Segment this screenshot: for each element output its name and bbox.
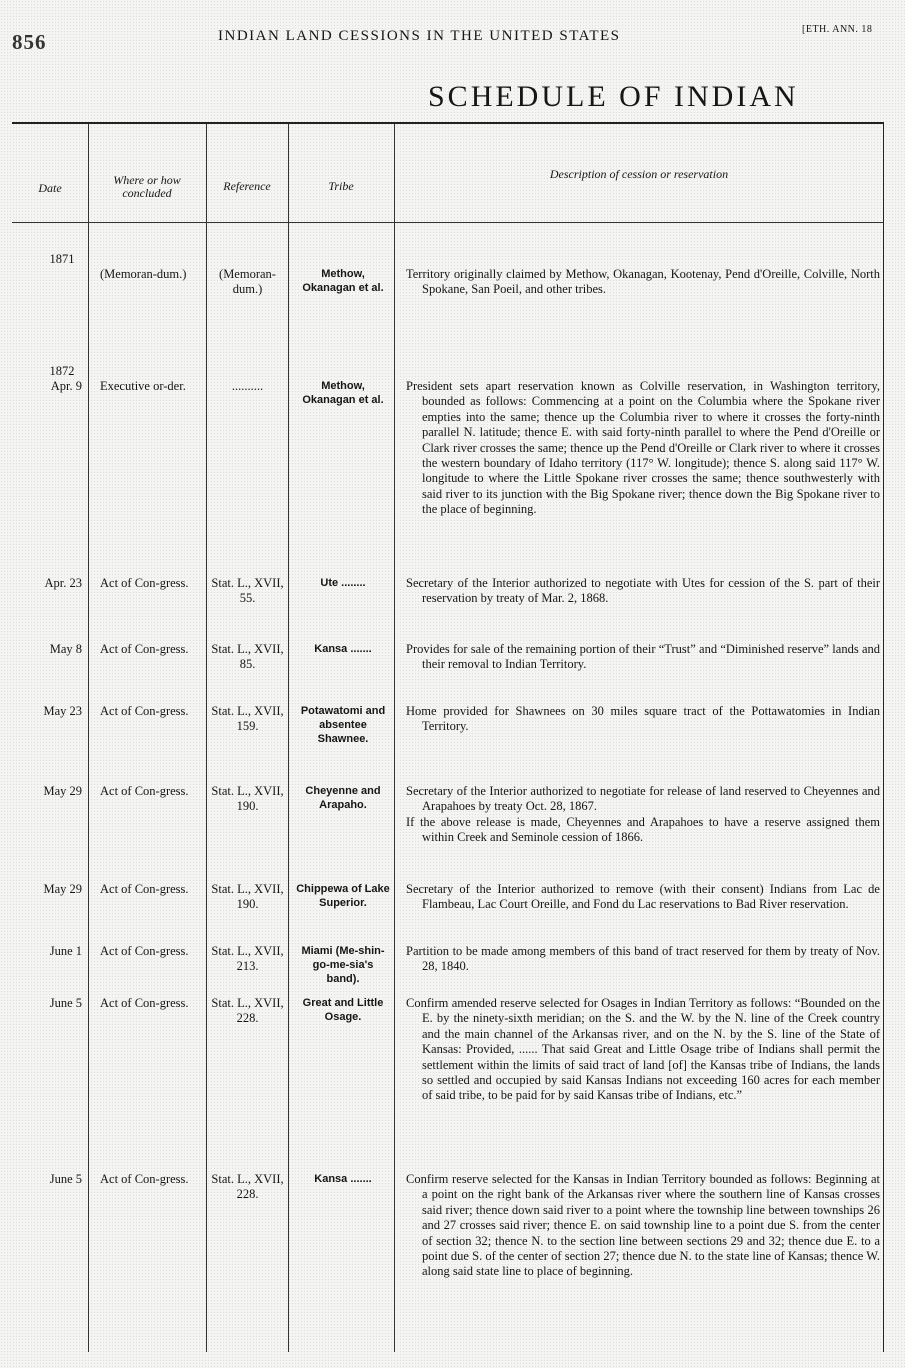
- cell-date-text: May 29: [43, 784, 82, 798]
- description-paragraph: Territory originally claimed by Methow, Okanagan, Kootenay, Pend d'Oreille, Colville, North Spokane, San Poeil, and other tribes.: [406, 267, 880, 297]
- description-paragraph: Confirm reserve selected for the Kansas in Indian Territory bounded as follows: Beginning at a point on the right bank of the Arkansas river where the southern line of Kansas crosses said river; thence down said river to a point where the township line between townships 26 and 27 crosses said river; thence E. on said township line to a point due S. from the center of section 32; thence N. to the section line between sections 29 and 32; thence due E. to a point due S. of the center of section 27; thence due N. to the state line of Kansas; thence W. along said state line to place of beginning.: [406, 1172, 880, 1279]
- cell-reference: Stat. L., XVII, 55.: [211, 576, 284, 606]
- cell-date-text: May 29: [43, 882, 82, 896]
- cession-table: [12, 122, 884, 1352]
- cell-where: Act of Con-gress.: [100, 642, 189, 656]
- header-reference: Reference: [223, 179, 271, 193]
- cell-description: [400, 576, 882, 607]
- cell-reference: (Memoran-dum.): [219, 267, 276, 297]
- annual-reference: [ETH. ANN. 18: [802, 24, 873, 35]
- cell-date-text: Apr. 23: [44, 576, 82, 590]
- cell-date: [12, 882, 88, 897]
- cell-year: 1872: [49, 364, 75, 378]
- description-paragraph: Secretary of the Interior authorized to negotiate with Utes for cession of the S. part of their reservation by treaty of Mar. 2, 1868.: [406, 576, 880, 606]
- page-number: 856: [12, 30, 47, 54]
- cell-where: Act of Con-gress.: [100, 882, 189, 896]
- cell-tribe: Great and Little Osage.: [302, 997, 384, 1023]
- cell-reference: Stat. L., XVII, 159.: [211, 704, 284, 734]
- cell-tribe: Ute ........: [320, 577, 366, 589]
- cell-where: Act of Con-gress.: [100, 576, 189, 590]
- cell-date: [12, 704, 88, 719]
- cell-tribe: Methow, Okanagan et al.: [302, 380, 384, 406]
- cell-description: [400, 642, 882, 673]
- cell-date-text: June 5: [49, 996, 82, 1010]
- cell-reference: ..........: [231, 379, 264, 393]
- cell-date-text: June 5: [49, 1172, 82, 1186]
- cell-description: [400, 379, 882, 518]
- description-paragraph: Confirm amended reserve selected for Osages in Indian Territory as follows: “Bounded on the E. by the ninety-sixth meridian; on the S. and the W. by the N. line of the Creek country and the main channel of the Arkansas river, and on the N. by the S. line of the State of Kansas: Provided, ...... That said Great and Little Osage tribe of Indians shall permit the settlement within the limits of said tract of land [of] the Kansas tribe of Indians, the lands so settled and occupied by said Kansas Indians not exceeding 160 acres for each member of said tribe, to be paid for by said Kansas tribe of Indians, etc.”: [406, 996, 880, 1103]
- cell-description: [400, 882, 882, 913]
- schedule-title: SCHEDULE OF INDIAN: [428, 80, 799, 113]
- running-head: INDIAN LAND CESSIONS IN THE UNITED STATES: [218, 28, 621, 44]
- column-rule: [88, 124, 89, 1352]
- cell-date: [12, 642, 88, 657]
- cell-tribe: Chippewa of Lake Superior.: [296, 883, 390, 909]
- cell-reference: Stat. L., XVII, 228.: [211, 1172, 284, 1202]
- cell-description: [400, 267, 882, 298]
- description-paragraph: Secretary of the Interior authorized to negotiate for release of land reserved to Cheyennes and Arapahoes by treaty Oct. 28, 1867.: [406, 784, 880, 814]
- header-date: Date: [38, 181, 62, 195]
- cell-date: [12, 784, 88, 799]
- header-tribe: Tribe: [328, 179, 354, 193]
- cell-where: (Memoran-dum.): [100, 267, 187, 281]
- cell-date: [12, 1172, 88, 1187]
- column-rule: [288, 124, 289, 1352]
- cell-where: Act of Con-gress.: [100, 1172, 189, 1186]
- cell-date-text: May 8: [49, 642, 82, 656]
- cell-reference: Stat. L., XVII, 85.: [211, 642, 284, 672]
- cell-date-text: Apr. 9: [50, 379, 82, 394]
- cell-date: [12, 576, 88, 591]
- cell-date: [12, 996, 88, 1011]
- column-rule: [394, 124, 395, 1352]
- description-paragraph: If the above release is made, Cheyennes and Arapahoes to have a reserve assigned them within Creek and Seminole cession of 1866.: [406, 814, 880, 845]
- cell-where: Act of Con-gress.: [100, 784, 189, 798]
- header-rule: [12, 222, 883, 223]
- cell-where: Executive or-der.: [100, 379, 186, 393]
- cell-where: Act of Con-gress.: [100, 944, 189, 958]
- description-paragraph: President sets apart reservation known as Colville reservation, in Washington territory, bounded as follows: Commencing at a point on the Columbia where the Spokane river empties into the same; thence up the Columbia river to where it crosses the forty-ninth parallel N. latitude; thence E. with said forty-ninth parallel to where the Pend d'Oreille or Clark river crosses the same; thence up the Pend d'Oreille or Clark river to where it crosses the western boundary of Idaho territory (117° W. longitude); thence S. along said 117° W. longitude to where the Little Spokane river crosses the same; thence southwesterly with said river to its junction with the Big Spokane river; thence down the Big Spokane river to the place of beginning.: [406, 379, 880, 517]
- cell-where: Act of Con-gress.: [100, 996, 189, 1010]
- cell-year: 1871: [49, 252, 75, 266]
- cell-description: [400, 784, 882, 846]
- cell-reference: Stat. L., XVII, 190.: [211, 784, 284, 814]
- description-paragraph: Partition to be made among members of this band of tract reserved for them by treaty of Nov. 28, 1840.: [406, 944, 880, 974]
- header-where: Where or how concluded: [113, 173, 181, 200]
- cell-where: Act of Con-gress.: [100, 704, 189, 718]
- cell-reference: Stat. L., XVII, 228.: [211, 996, 284, 1026]
- cell-description: [400, 944, 882, 975]
- cell-date: [12, 364, 88, 395]
- cell-tribe: Kansa .......: [314, 643, 372, 655]
- cell-tribe: Miami (Me-shin-go-me-sia's band).: [301, 945, 385, 985]
- cell-description: [400, 1172, 882, 1280]
- cell-tribe: Cheyenne and Arapaho.: [305, 785, 381, 811]
- cell-date-text: June 1: [49, 944, 82, 958]
- column-rule: [206, 124, 207, 1352]
- description-paragraph: Home provided for Shawnees on 30 miles square tract of the Pottawatomies in Indian Territory.: [406, 704, 880, 734]
- cell-date-text: May 23: [43, 704, 82, 718]
- cell-reference: Stat. L., XVII, 213.: [211, 944, 284, 974]
- description-paragraph: Provides for sale of the remaining portion of their “Trust” and “Diminished reserve” lands and their removal to Indian Territory.: [406, 642, 880, 672]
- cell-tribe: Methow, Okanagan et al.: [302, 268, 384, 294]
- cell-description: [400, 996, 882, 1104]
- cell-description: [400, 704, 882, 735]
- cell-date: [12, 252, 88, 267]
- cell-tribe: Potawatomi and absentee Shawnee.: [300, 705, 386, 745]
- cell-tribe: Kansa .......: [314, 1173, 372, 1185]
- header-description: Description of cession or reservation: [549, 167, 729, 181]
- cell-reference: Stat. L., XVII, 190.: [211, 882, 284, 912]
- cell-date: [12, 944, 88, 959]
- description-paragraph: Secretary of the Interior authorized to remove (with their consent) Indians from Lac de Flambeau, Lac Court Oreille, and Fond du Lac reservations to Bad River reservation.: [406, 882, 880, 912]
